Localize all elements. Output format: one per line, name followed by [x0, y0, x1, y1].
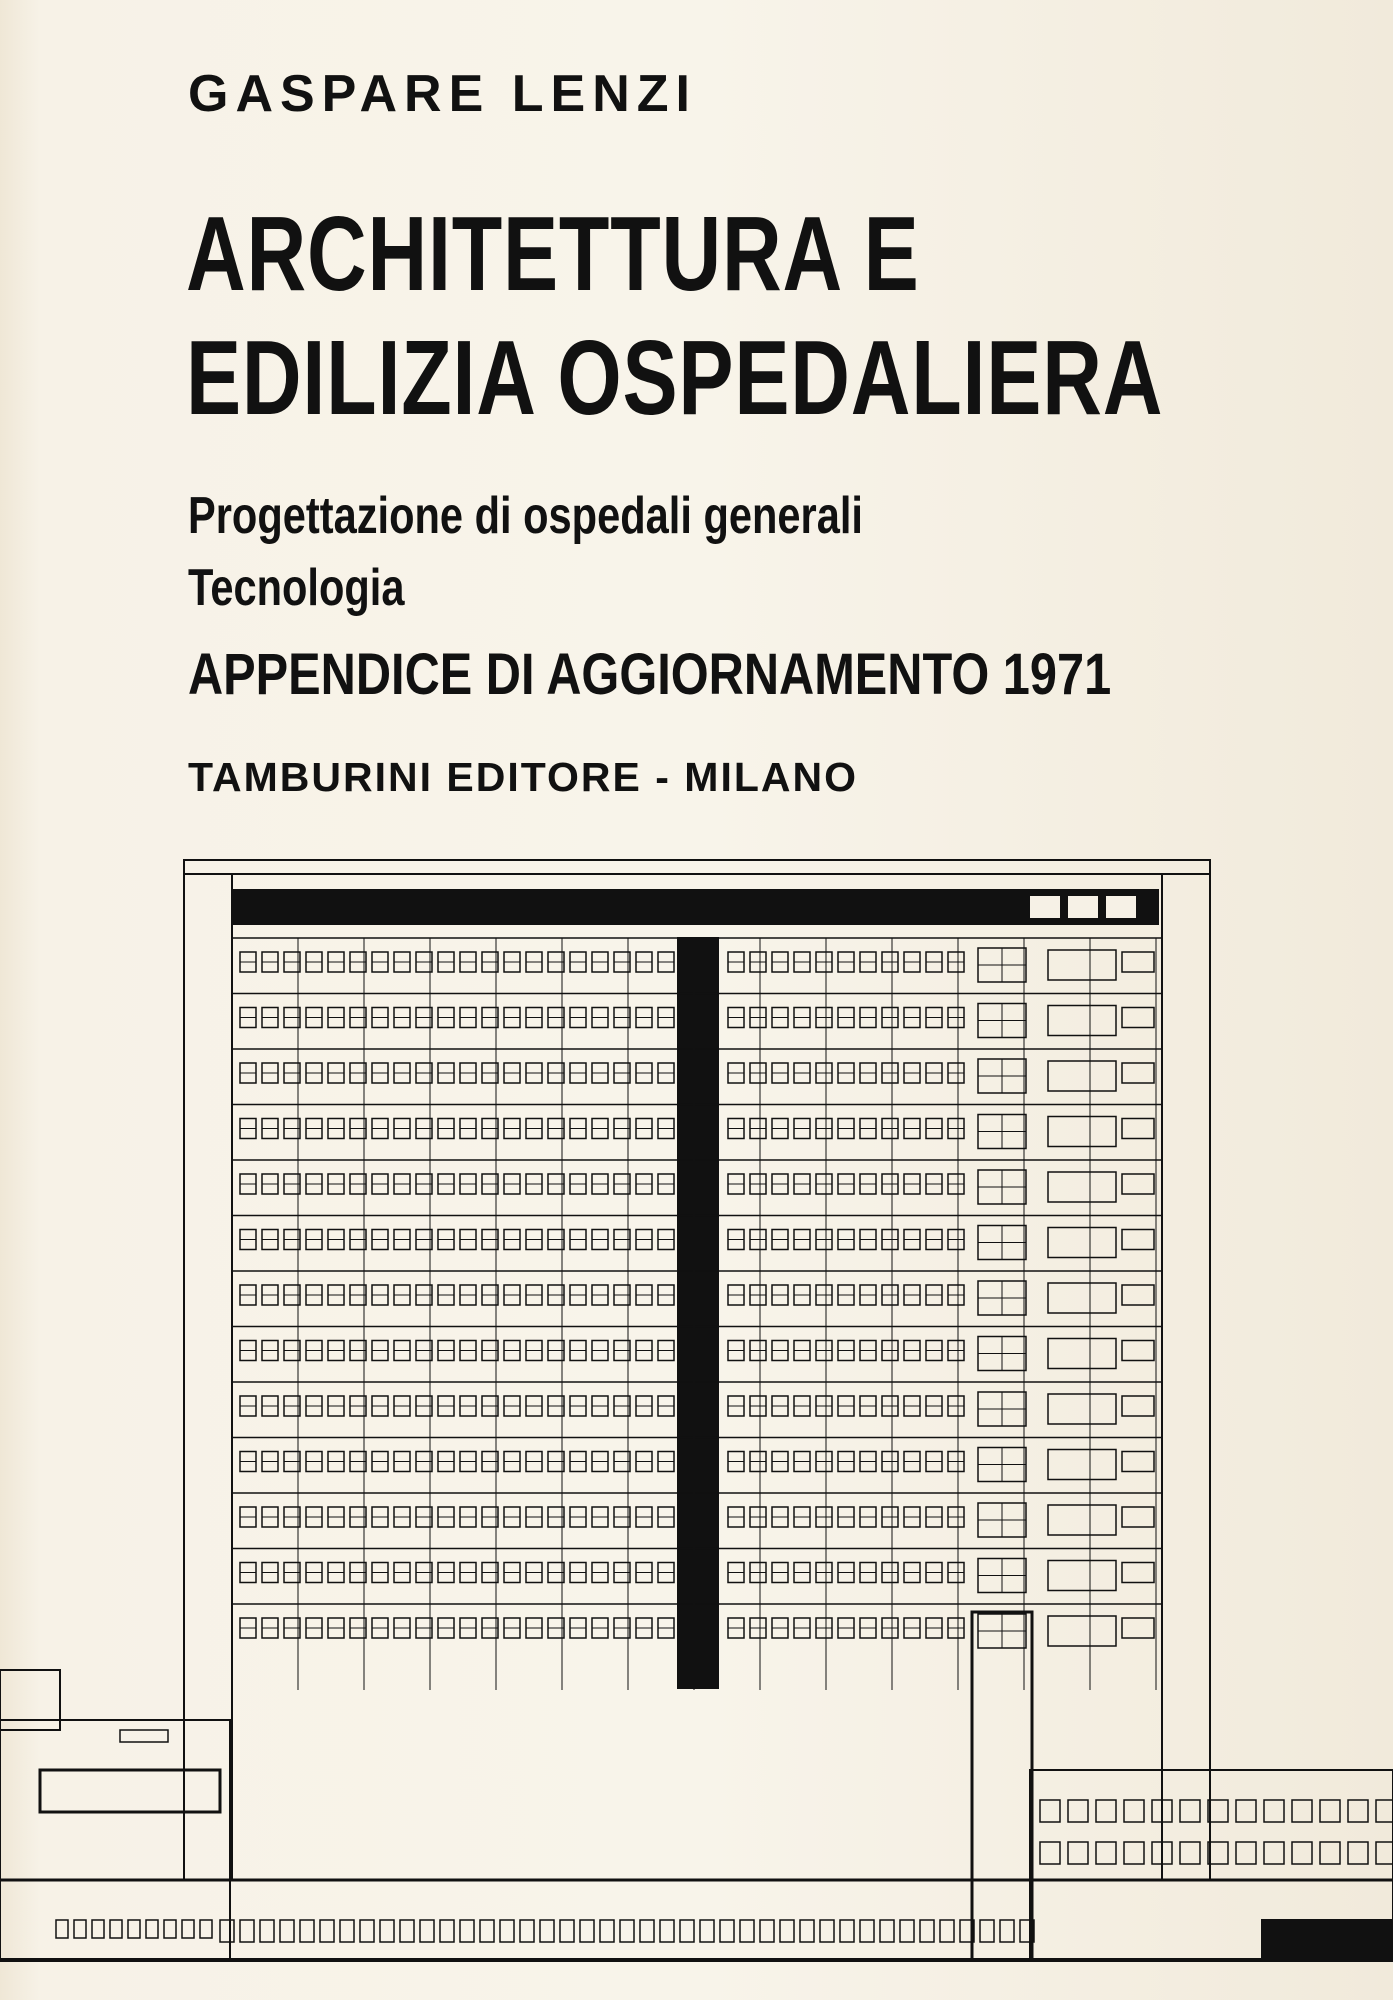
podium-window: [320, 1920, 334, 1942]
window: [1122, 1008, 1154, 1028]
podium-window: [540, 1920, 554, 1942]
balcony-panel: [1048, 1061, 1116, 1091]
wing-window: [1292, 1800, 1312, 1822]
central-dark-shaft: [678, 938, 718, 1688]
window: [1122, 1285, 1154, 1305]
balcony-panel: [1048, 1450, 1116, 1480]
window: [1122, 1063, 1154, 1083]
title-line-2: EDILIZIA OSPEDALIERA: [186, 319, 1164, 437]
podium-window: [740, 1920, 754, 1942]
podium-window: [760, 1920, 774, 1942]
balcony-panel: [1048, 1172, 1116, 1202]
podium-window: [420, 1920, 434, 1942]
podium-window: [440, 1920, 454, 1942]
book-title: [186, 192, 1163, 440]
wing-window: [1320, 1842, 1340, 1864]
podium-window: [620, 1920, 634, 1942]
top-dark-band: [234, 890, 1158, 924]
building-elevation-illustration: [0, 850, 1393, 2000]
podium-window: [840, 1920, 854, 1942]
podium-window: [560, 1920, 574, 1942]
podium-window: [260, 1920, 274, 1942]
podium-window: [800, 1920, 814, 1942]
subtitle-line-1: Progettazione di ospedali generali: [188, 487, 863, 545]
podium-window: [520, 1920, 534, 1942]
podium-window: [940, 1920, 954, 1942]
window: [1122, 1452, 1154, 1472]
balcony-panel: [1048, 950, 1116, 980]
wing-window: [1264, 1800, 1284, 1822]
podium-window: [900, 1920, 914, 1942]
podium-window: [360, 1920, 374, 1942]
podium-window: [340, 1920, 354, 1942]
podium-window: [920, 1920, 934, 1942]
podium-window: [220, 1920, 234, 1942]
publisher-line: TAMBURINI EDITORE - MILANO: [188, 754, 859, 800]
podium-window: [780, 1920, 794, 1942]
balcony-panel: [1048, 1283, 1116, 1313]
podium-window: [128, 1920, 140, 1938]
wing-window: [1236, 1800, 1256, 1822]
wing-window: [1068, 1800, 1088, 1822]
roof-cornice: [184, 860, 1210, 874]
left-wing-band: [40, 1770, 220, 1812]
top-band-window: [1106, 896, 1136, 918]
wing-window: [1180, 1800, 1200, 1822]
wing-window: [1348, 1800, 1368, 1822]
wing-window: [1096, 1842, 1116, 1864]
podium-window: [720, 1920, 734, 1942]
podium-window: [980, 1920, 994, 1942]
window: [1122, 1230, 1154, 1250]
wing-window: [1096, 1800, 1116, 1822]
left-wing-window: [120, 1730, 168, 1742]
podium-window: [580, 1920, 594, 1942]
window: [1122, 952, 1154, 972]
podium-window: [860, 1920, 874, 1942]
wing-window: [1124, 1800, 1144, 1822]
podium-window: [820, 1920, 834, 1942]
window: [1122, 1563, 1154, 1583]
book-subtitle: [188, 480, 863, 624]
podium-window: [164, 1920, 176, 1938]
wing-window: [1320, 1800, 1340, 1822]
top-band-window: [1030, 896, 1060, 918]
balcony-panel: [1048, 1228, 1116, 1258]
podium-window: [460, 1920, 474, 1942]
podium-window: [500, 1920, 514, 1942]
podium-window: [660, 1920, 674, 1942]
window: [1122, 1396, 1154, 1416]
balcony-panel: [1048, 1339, 1116, 1369]
top-band-window: [1068, 896, 1098, 918]
podium-window: [300, 1920, 314, 1942]
left-low-wing: [0, 1720, 230, 1960]
podium-window: [600, 1920, 614, 1942]
appendix-note: APPENDICE DI AGGIORNAMENTO 1971: [188, 642, 1112, 707]
wing-window: [1292, 1842, 1312, 1864]
podium-window: [480, 1920, 494, 1942]
balcony-panel: [1048, 1006, 1116, 1036]
podium-window: [240, 1920, 254, 1942]
subtitle-line-2: Tecnologia: [188, 559, 405, 617]
wing-window: [1040, 1842, 1060, 1864]
podium-window: [1000, 1920, 1014, 1942]
window: [1122, 1507, 1154, 1527]
podium-window: [400, 1920, 414, 1942]
stair-tower: [972, 1612, 1032, 1960]
podium-window: [110, 1920, 122, 1938]
podium-dark-block: [1262, 1920, 1393, 1960]
podium-window: [56, 1920, 68, 1938]
podium-window: [182, 1920, 194, 1938]
wing-window: [1348, 1842, 1368, 1864]
wing-window: [1264, 1842, 1284, 1864]
wing-window: [1180, 1842, 1200, 1864]
podium-window: [380, 1920, 394, 1942]
balcony-panel: [1048, 1616, 1116, 1646]
wing-window: [1236, 1842, 1256, 1864]
podium-window: [74, 1920, 86, 1938]
podium-window: [280, 1920, 294, 1942]
wing-window: [1376, 1800, 1393, 1822]
balcony-panel: [1048, 1505, 1116, 1535]
window: [1122, 1174, 1154, 1194]
balcony-panel: [1048, 1117, 1116, 1147]
window: [1122, 1341, 1154, 1361]
podium-window: [700, 1920, 714, 1942]
wing-window: [1068, 1842, 1088, 1864]
balcony-panel: [1048, 1394, 1116, 1424]
podium-window: [146, 1920, 158, 1938]
podium-window: [92, 1920, 104, 1938]
wing-window: [1124, 1842, 1144, 1864]
balcony-panel: [1048, 1561, 1116, 1591]
title-line-1: ARCHITETTURA E: [186, 195, 920, 313]
window: [1122, 1119, 1154, 1139]
wing-window: [1376, 1842, 1393, 1864]
podium-window: [640, 1920, 654, 1942]
author-name: GASPARE LENZI: [188, 65, 697, 123]
podium-window: [880, 1920, 894, 1942]
wing-window: [1040, 1800, 1060, 1822]
window: [1122, 1618, 1154, 1638]
podium-window: [680, 1920, 694, 1942]
podium-window: [200, 1920, 212, 1938]
